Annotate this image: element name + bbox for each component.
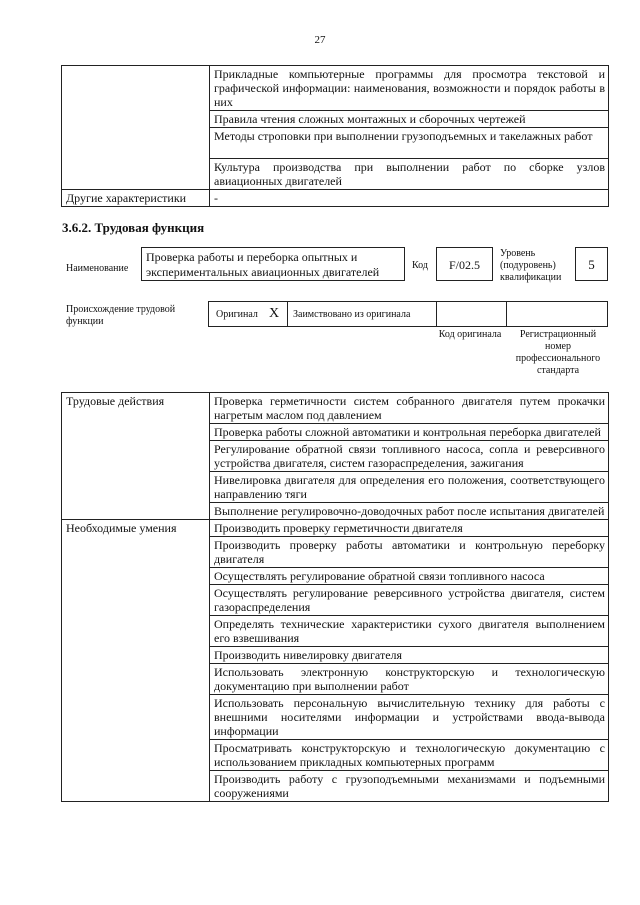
level-value: 5 xyxy=(575,247,608,281)
skill-item: Производить работу с грузоподъемными механизмами и подъемными сооружениями xyxy=(210,771,609,802)
skill-item: Осуществлять регулирование обратной связи топливного насоса xyxy=(210,568,609,585)
original-mark: X xyxy=(269,306,280,321)
skill-item: Производить нивелировку двигателя xyxy=(210,647,609,664)
borrowed-label: Заимствовано из оригинала xyxy=(293,309,411,320)
knowledge-table xyxy=(61,65,609,207)
origin-row xyxy=(208,301,608,327)
action-item: Проверка работы сложной автоматики и контрольная переборка двигателей xyxy=(210,424,609,441)
knowledge-item: Правила чтения сложных монтажных и сборочных чертежей xyxy=(210,111,609,128)
name-value: Проверка работы и переборка опытных и экспериментальных авиационных двигателей xyxy=(141,247,405,281)
name-label: Наименование xyxy=(66,263,129,274)
knowledge-label-cell xyxy=(62,66,210,190)
level-label: Уровень (подуровень) квалификации xyxy=(500,248,562,283)
divider xyxy=(287,302,288,326)
function-table xyxy=(61,392,609,802)
other-characteristics-label: Другие характеристики xyxy=(62,190,210,207)
skill-item: Определять технические характеристики сухого двигателя выполнением его взвешивания xyxy=(210,616,609,647)
code-label: Код xyxy=(412,260,428,271)
skill-item: Использовать персональную вычислительную технику для работы с внешними носителями информации и устройствами ввода-вывода информации xyxy=(210,695,609,740)
code-caption: Код оригинала xyxy=(438,329,502,340)
divider xyxy=(436,302,437,326)
skills-label: Необходимые умения xyxy=(62,520,210,802)
action-item: Нивелировка двигателя для определения его положения, соответствующего направлению тяги xyxy=(210,472,609,503)
divider xyxy=(506,302,507,326)
knowledge-item: Культура производства при выполнении работ по сборке узлов авиационных двигателей xyxy=(210,159,609,190)
skill-item: Использовать электронную конструкторскую и технологическую документацию при выполнении работ xyxy=(210,664,609,695)
action-item: Регулирование обратной связи топливного насоса, сопла и реверсивного устройства двигателя, систем газораспределения, зажигания xyxy=(210,441,609,472)
section-title: 3.6.2. Трудовая функция xyxy=(62,220,205,235)
skill-item: Осуществлять регулирование реверсивного устройства двигателя, систем газораспределения xyxy=(210,585,609,616)
actions-label: Трудовые действия xyxy=(62,393,210,520)
action-item: Выполнение регулировочно-доводочных работ после испытания двигателей xyxy=(210,503,609,520)
skill-item: Производить проверку работы автоматики и контрольную переборку двигателя xyxy=(210,537,609,568)
code-value: F/02.5 xyxy=(436,247,493,281)
knowledge-item: Методы строповки при выполнении грузоподъемных и такелажных работ xyxy=(210,128,609,159)
skill-item: Просматривать конструкторскую и технологическую документацию с использованием прикладных компьютерных программ xyxy=(210,740,609,771)
original-label: Оригинал xyxy=(216,309,258,320)
action-item: Проверка герметичности систем собранного двигателя путем прокачки нагретым маслом под давлением xyxy=(210,393,609,424)
page-number: 27 xyxy=(314,34,326,46)
origin-label: Происхождение трудовой функции xyxy=(66,304,176,327)
knowledge-item: Прикладные компьютерные программы для просмотра текстовой и графической информации: наименования, возможности и порядок работы в них xyxy=(210,66,609,111)
reg-caption: Регистрационный номер профессионального стандарта xyxy=(515,329,601,376)
skill-item: Производить проверку герметичности двигателя xyxy=(210,520,609,537)
other-characteristics-value: - xyxy=(210,190,609,207)
